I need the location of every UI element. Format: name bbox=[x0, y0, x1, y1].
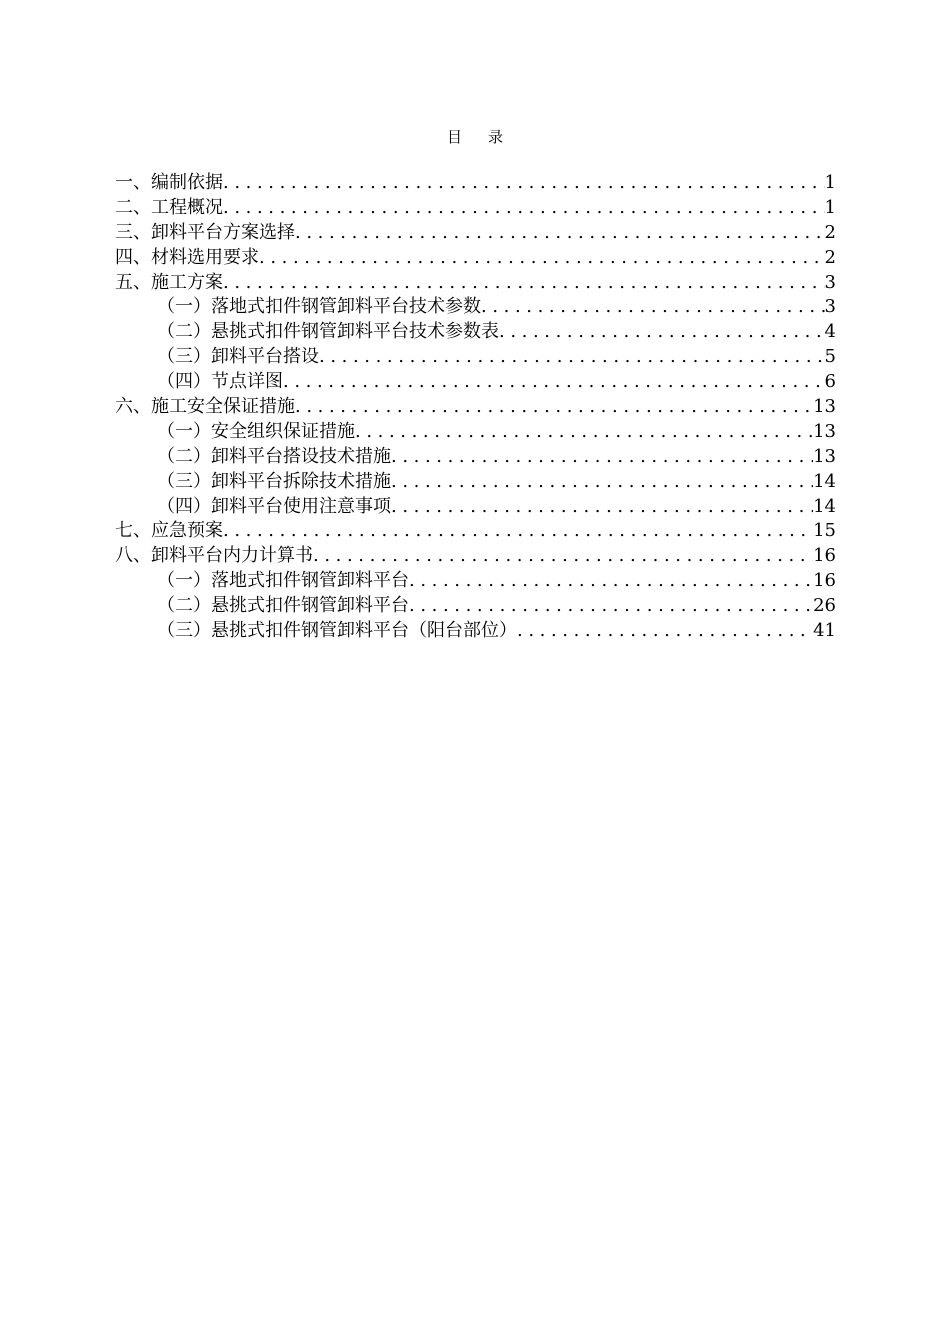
toc-entry-label: （四）节点详图 bbox=[157, 371, 283, 393]
toc-leader-dots bbox=[295, 395, 813, 420]
toc-entry[interactable] bbox=[115, 569, 836, 594]
toc-leader-dots bbox=[391, 495, 813, 520]
toc-entry[interactable] bbox=[115, 345, 836, 370]
toc-entry-page: 15 bbox=[813, 520, 836, 542]
toc-leader-dots bbox=[259, 246, 825, 271]
toc-entry[interactable] bbox=[115, 619, 836, 644]
toc-entry[interactable] bbox=[115, 196, 836, 221]
toc-entry[interactable] bbox=[115, 370, 836, 395]
toc-leader-dots bbox=[313, 544, 813, 569]
toc-entry-label: （四）卸料平台使用注意事项 bbox=[157, 495, 391, 517]
toc-leader-dots bbox=[223, 271, 825, 296]
toc-entry[interactable] bbox=[115, 495, 836, 520]
toc-leader-dots bbox=[223, 519, 813, 544]
toc-entry-label: （一）落地式扣件钢管卸料平台技术参数 bbox=[157, 296, 481, 318]
toc-entry-label: （三）卸料平台搭设 bbox=[157, 346, 319, 368]
toc-entry[interactable] bbox=[115, 470, 836, 495]
toc-entry-label: 六、施工安全保证措施 bbox=[115, 396, 295, 418]
toc-leader-dots bbox=[481, 295, 825, 320]
toc-entry-label: （三）卸料平台拆除技术措施 bbox=[157, 470, 391, 492]
toc-leader-dots bbox=[319, 345, 825, 370]
toc-entry-page: 2 bbox=[824, 246, 836, 268]
toc-entry-label: 五、施工方案 bbox=[115, 271, 223, 293]
toc-entry[interactable] bbox=[115, 445, 836, 470]
toc-leader-dots bbox=[295, 221, 825, 246]
toc-entry-page: 6 bbox=[824, 371, 836, 393]
toc-entry[interactable] bbox=[115, 395, 836, 420]
toc-entry[interactable] bbox=[115, 246, 836, 271]
toc-entry-page: 1 bbox=[824, 196, 836, 218]
toc-entry-label: （一）安全组织保证措施 bbox=[157, 420, 355, 442]
toc-leader-dots bbox=[223, 196, 825, 221]
toc-entry-label: 三、卸料平台方案选择 bbox=[115, 221, 295, 243]
toc-leader-dots bbox=[223, 171, 825, 196]
toc-entry[interactable] bbox=[115, 171, 836, 196]
toc-entry-label: 一、编制依据 bbox=[115, 172, 223, 193]
toc-entry[interactable] bbox=[115, 594, 836, 619]
toc-entry[interactable] bbox=[115, 544, 836, 569]
table-of-contents bbox=[115, 171, 836, 644]
toc-entry[interactable] bbox=[115, 221, 836, 246]
toc-title: 目录 bbox=[446, 128, 529, 146]
toc-entry-label: （三）悬挑式扣件钢管卸料平台（阳台部位） bbox=[157, 620, 517, 642]
toc-entry-page: 16 bbox=[813, 570, 836, 592]
toc-leader-dots bbox=[391, 445, 813, 470]
toc-entry-page: 13 bbox=[813, 420, 836, 442]
toc-entry[interactable] bbox=[115, 295, 836, 320]
toc-entry-label: （一）落地式扣件钢管卸料平台 bbox=[157, 570, 409, 592]
toc-entry-page: 3 bbox=[824, 296, 836, 318]
toc-entry[interactable] bbox=[115, 320, 836, 345]
toc-entry-page: 1 bbox=[824, 172, 836, 193]
toc-leader-dots bbox=[283, 370, 825, 395]
toc-leader-dots bbox=[517, 619, 813, 644]
toc-entry-label: （二）悬挑式扣件钢管卸料平台技术参数表 bbox=[157, 321, 499, 343]
toc-leader-dots bbox=[409, 594, 813, 619]
toc-leader-dots bbox=[499, 320, 825, 345]
toc-entry-page: 14 bbox=[813, 495, 836, 517]
toc-entry-page: 26 bbox=[813, 595, 836, 617]
toc-entry-page: 2 bbox=[824, 221, 836, 243]
toc-leader-dots bbox=[409, 569, 813, 594]
toc-leader-dots bbox=[391, 470, 813, 495]
toc-leader-dots bbox=[355, 420, 813, 445]
toc-entry-page: 13 bbox=[813, 396, 836, 418]
toc-entry-page: 5 bbox=[824, 346, 836, 368]
toc-entry[interactable] bbox=[115, 271, 836, 296]
toc-entry-page: 4 bbox=[824, 321, 836, 343]
toc-entry-label: 二、工程概况 bbox=[115, 196, 223, 218]
toc-entry-label: 七、应急预案 bbox=[115, 520, 223, 542]
toc-entry[interactable] bbox=[115, 519, 836, 544]
toc-entry-page: 14 bbox=[813, 470, 836, 492]
toc-entry-label: （二）悬挑式扣件钢管卸料平台 bbox=[157, 595, 409, 617]
toc-entry-page: 3 bbox=[824, 271, 836, 293]
toc-entry-page: 41 bbox=[813, 620, 836, 642]
toc-entry-page: 13 bbox=[813, 445, 836, 467]
toc-entry-label: 八、卸料平台内力计算书 bbox=[115, 545, 313, 567]
toc-entry[interactable] bbox=[115, 420, 836, 445]
toc-entry-label: 四、材料选用要求 bbox=[115, 246, 259, 268]
toc-entry-label: （二）卸料平台搭设技术措施 bbox=[157, 445, 391, 467]
toc-entry-page: 16 bbox=[813, 545, 836, 567]
